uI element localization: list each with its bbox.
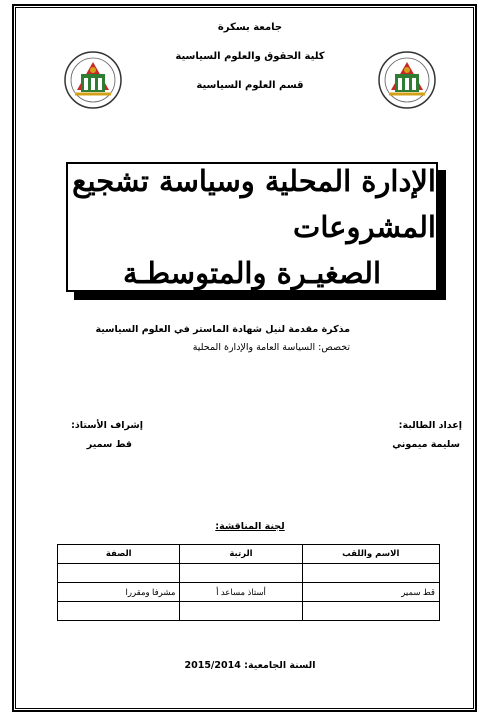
table-cell: أستاذ مساعد أ [180, 583, 302, 602]
column-header-rank: الرتبة [180, 545, 302, 564]
table-row [58, 583, 440, 602]
table-cell [302, 564, 439, 583]
student-label: إعداد الطالبة: [398, 420, 462, 431]
thesis-title-line-2: الصغيـرة والمتوسطـة [122, 256, 382, 290]
column-header-name: الاسم واللقب [302, 545, 439, 564]
column-header-role: الصفة [58, 545, 180, 564]
university-logo-left [63, 50, 123, 110]
faculty-name: كلية الحقوق والعلوم السياسية [175, 51, 325, 62]
degree-statement: مذكرة مقدمة لنيل شهادة الماستر في العلوم السياسية [95, 324, 350, 335]
university-seal-icon [377, 50, 437, 110]
table-cell: قط سمير [302, 583, 439, 602]
table-cell [302, 602, 439, 621]
supervisor-name: قط سمير [86, 439, 132, 450]
committee-heading: لجنة المناقشة: [215, 521, 285, 532]
table-cell [180, 602, 302, 621]
table-row [58, 602, 440, 621]
university-seal-icon [63, 50, 123, 110]
table-cell: مشرفا ومقررا [58, 583, 180, 602]
table-cell [58, 564, 180, 583]
department-name: قسم العلوم السياسية [196, 80, 304, 91]
table-row [58, 564, 440, 583]
supervisor-label: إشراف الأستاذ: [71, 420, 143, 431]
table-cell [58, 602, 180, 621]
title-box [66, 162, 438, 292]
academic-year: السنة الجامعية: 2015/2014 [184, 660, 316, 671]
specialization: تخصص: السياسة العامة والإدارة المحلية [192, 342, 350, 353]
student-name: سليمة ميموني [392, 439, 460, 450]
table-header-row [58, 545, 440, 564]
committee-table [57, 544, 440, 621]
table-cell [180, 564, 302, 583]
university-logo-right [377, 50, 437, 110]
thesis-title-line-1: الإدارة المحلية وسياسة تشجيع المشروعات [72, 164, 436, 244]
university-name: جامعة بسكرة [217, 22, 283, 33]
